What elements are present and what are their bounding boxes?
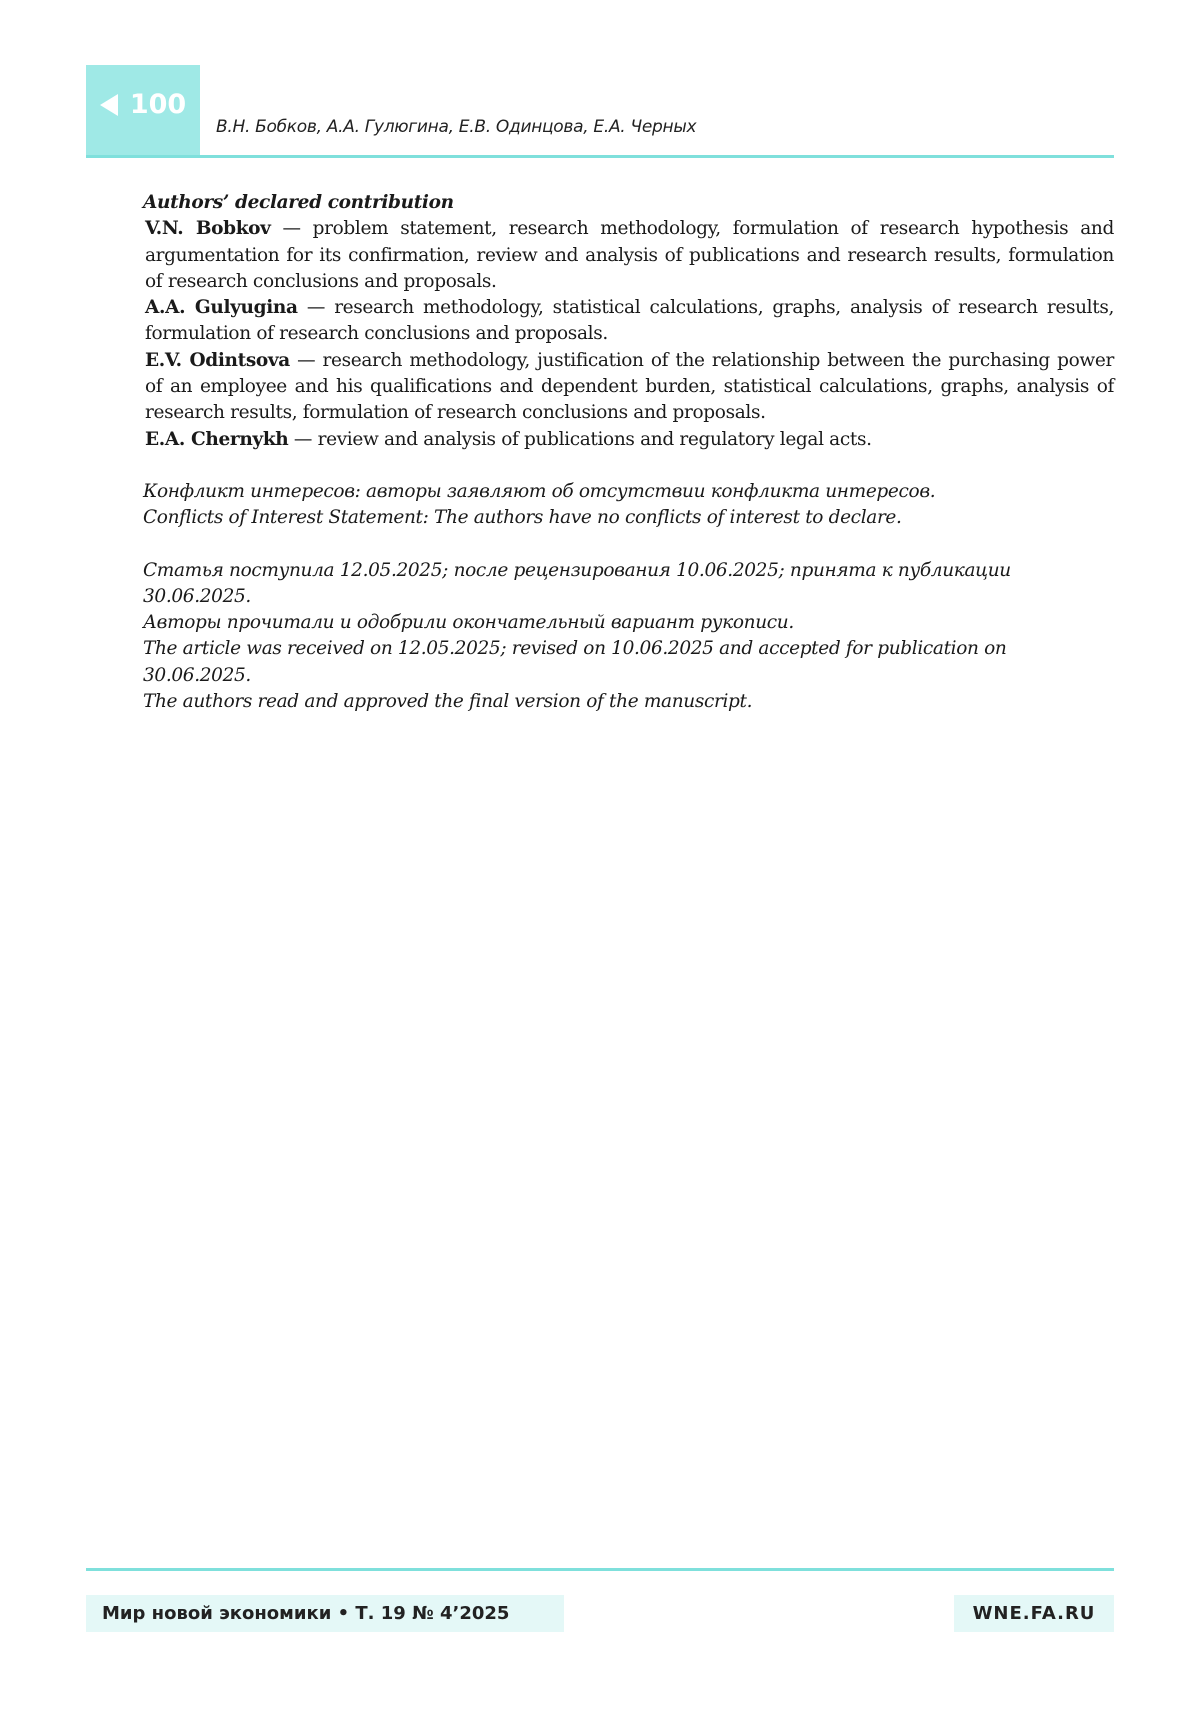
contributor-name: A.A. Gulyugina: [145, 297, 298, 319]
contribution-text: — problem statement, research methodology, formulation of research hypothesis and argumentation for its confirmation, review and analysis of publications and research results, formulation of research conclusions and proposals.: [145, 218, 1114, 292]
article-history-ru: Статья поступила 12.05.2025; после рецензирования 10.06.2025; принята к публикации 30.06.2025.: [143, 559, 1011, 607]
spacer: [143, 453, 1114, 479]
contributor-name: E.A. Chernykh: [145, 428, 289, 450]
contribution-item: [143, 295, 1114, 348]
page-number: 100: [129, 89, 187, 120]
contribution-heading: Authors’ declared contribution: [143, 192, 454, 213]
article-end-matter: [143, 190, 1114, 715]
conflict-statement-ru: Конфликт интересов: авторы заявляют об отсутствии конфликта интересов.: [143, 480, 936, 502]
approval-statement-en: The authors read and approved the final version of the manuscript.: [143, 691, 753, 713]
article-history-en: The article was received on 12.05.2025; revised on 10.06.2025 and accepted for publication on 30.06.2025.: [143, 638, 1007, 686]
conflict-statement-en: Conflicts of Interest Statement: The authors have no conflicts of interest to declare.: [143, 507, 902, 529]
approval-statement-ru: Авторы прочитали и одобрили окончательный вариант рукописи.: [143, 612, 794, 634]
contributor-name: V.N. Bobkov: [145, 218, 271, 240]
spacer: [143, 532, 1114, 558]
header-rule: [86, 155, 1114, 158]
contribution-item: [143, 216, 1114, 295]
journal-website: WNE.FA.RU: [954, 1595, 1114, 1632]
contribution-text: — research methodology, justification of the relationship between the purchasing power of an employee and his qualifications and dependent burden, statistical calculations, graphs, analysis of research results, formulation of research conclusions and proposals.: [145, 349, 1114, 424]
contribution-text: — review and analysis of publications and regulatory legal acts.: [288, 428, 872, 450]
contribution-item: [143, 427, 1114, 453]
arrow-left-icon: [100, 94, 118, 116]
contribution-text: — research methodology, statistical calculations, graphs, analysis of research results, formulation of research conclusions and proposals.: [145, 297, 1114, 345]
page-number-tab: [86, 65, 200, 156]
contributor-name: E.V. Odintsova: [145, 349, 290, 371]
footer-rule: [86, 1568, 1114, 1571]
running-head-authors: В.Н. Бобков, А.А. Гулюгина, Е.В. Одинцова, Е.А. Черных: [216, 117, 697, 137]
journal-issue: Мир новой экономики • Т. 19 № 4’2025: [86, 1595, 564, 1632]
contribution-item: [143, 348, 1114, 427]
